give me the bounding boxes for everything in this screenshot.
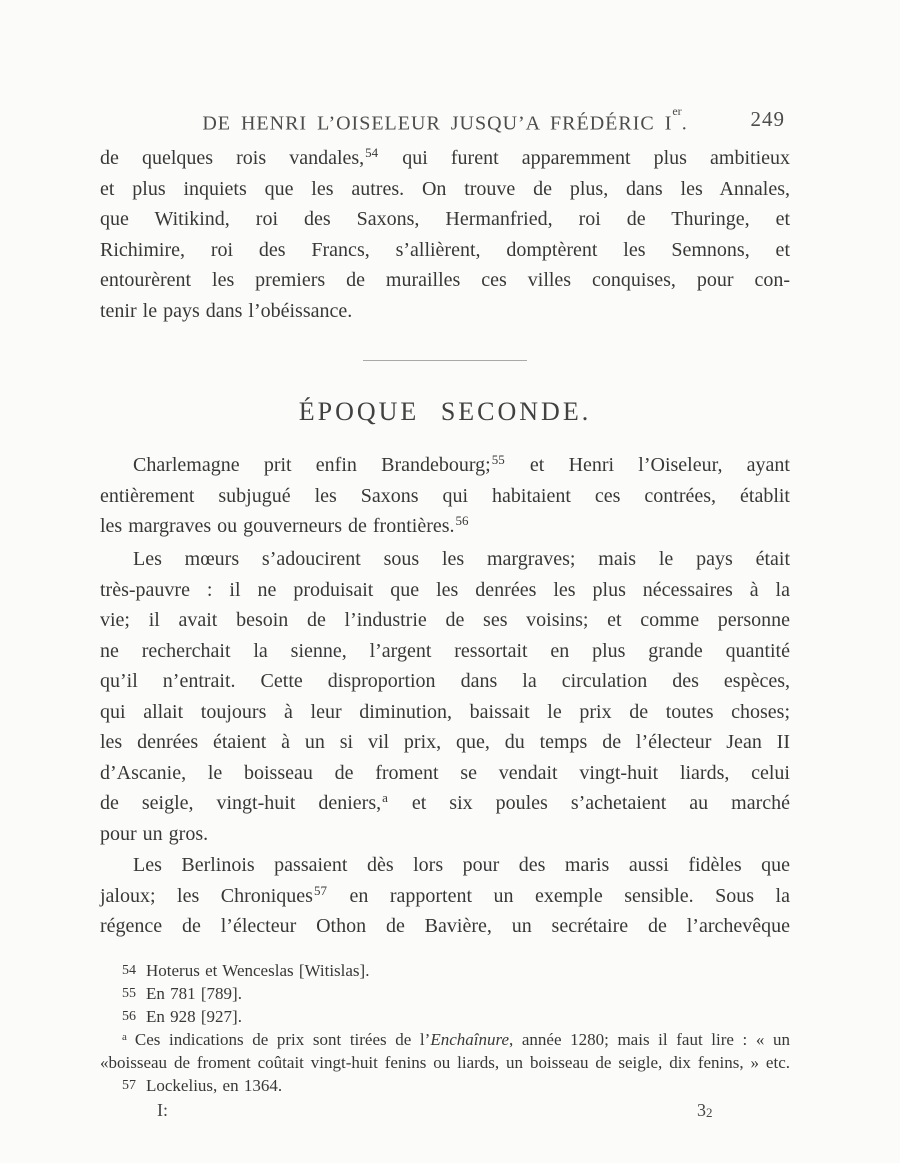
text-segment: Hoterus et Wenceslas [Witislas].: [146, 961, 370, 980]
paragraph: [100, 450, 790, 542]
body-line: [100, 911, 790, 942]
text-segment: de quelques rois vandales,: [100, 147, 365, 169]
body-line: [100, 450, 790, 481]
signature-right: [697, 1098, 713, 1124]
text-segment: ne recherchait la sienne, l’argent ressortait en plus grande quantité: [100, 639, 790, 662]
text-segment: et plus inquiets que les autres. On trouve de plus, dans les Annales,: [100, 177, 790, 200]
text-segment: régence de l’électeur Othon de Bavière, un secrétaire de l’archevêque: [100, 915, 790, 937]
italic-text-segment: Enchaînure: [430, 1030, 509, 1049]
footnote-ref-superscript: 54: [365, 145, 379, 160]
footnote-line: [100, 1005, 790, 1028]
body-line: [100, 850, 790, 881]
text-segment: Richimire, roi des Francs, s’allièrent, domptèrent les Semnons, et: [100, 238, 790, 261]
footnotes-block: [100, 959, 790, 1097]
body-line: [100, 296, 790, 327]
footnote-line: [100, 1028, 790, 1051]
text-segment: pour un gros.: [100, 822, 209, 845]
text-segment: Ces indications de prix sont tirées de l’: [134, 1030, 431, 1049]
text-segment: qu’il n’entrait. Cette disproportion dans la circulation des espèces,: [100, 670, 790, 692]
page-number: 249: [750, 107, 785, 131]
signature-left: I:: [157, 1100, 168, 1120]
text-segment: d’Ascanie, le boisseau de froment se vendait vingt-huit liards, celui: [100, 761, 790, 784]
footnote-ref-superscript: 56: [455, 513, 469, 528]
text-segment: les margraves ou gouverneurs de frontières.: [100, 515, 455, 537]
body-line: [100, 575, 790, 606]
text-segment: entièrement subjugué les Saxons qui habitaient ces contrées, établit: [100, 484, 790, 507]
body-line: [100, 544, 790, 575]
footnote-line: [100, 959, 790, 982]
text-segment: Les Berlinois passaient dès lors pour des maris aussi fidèles que: [133, 854, 790, 876]
paragraph: [100, 544, 790, 849]
body-line: [100, 788, 790, 819]
body-line: [100, 204, 790, 235]
running-title-period: .: [681, 112, 688, 135]
paragraph: [100, 850, 790, 942]
running-title-superscript: er: [672, 104, 682, 118]
body-line: [100, 265, 790, 296]
paragraph: [100, 143, 790, 326]
text-segment: vie; il avait besoin de l’industrie de ses voisins; et comme personne: [100, 609, 790, 631]
body-line: [100, 511, 790, 542]
body-line: [100, 174, 790, 205]
footnote-line: [100, 1051, 790, 1074]
section-heading: ÉPOQUE SECONDE.: [298, 397, 592, 426]
page-header: [100, 104, 790, 134]
text-segment: qui furent apparemment plus ambitieux: [379, 147, 791, 169]
text-segment: et Henri l’Oiseleur, ayant: [505, 454, 790, 476]
footnote-ref-superscript: a: [382, 790, 388, 805]
body-line: [100, 143, 790, 174]
body-line: [100, 235, 790, 266]
text-segment: Lockelius, en 1364.: [146, 1076, 283, 1095]
text-segment: et six poules s’achetaient au marché: [388, 792, 791, 814]
text-segment: jaloux; les Chroniques: [100, 884, 313, 907]
footnote-line: [100, 982, 790, 1005]
footnote-marker: 57: [122, 1078, 136, 1093]
body-line: [100, 666, 790, 697]
text-segment: que Witikind, roi des Saxons, Hermanfried, roi de Thuringe, et: [100, 208, 790, 230]
body-line: [100, 697, 790, 728]
body-line: [100, 758, 790, 789]
text-segment: tenir le pays dans l’obéissance.: [100, 299, 353, 322]
footnote-line: [100, 1074, 790, 1097]
text-segment: , année 1280; mais il faut lire : « un: [509, 1030, 790, 1049]
footnote-marker: a: [122, 1031, 127, 1043]
body-line: [100, 636, 790, 667]
body-line: [100, 819, 790, 850]
body-line: [100, 881, 790, 912]
running-title-text: DE HENRI L’OISELEUR JUSQU’A FRÉDÉRIC I: [202, 112, 673, 135]
section-divider: [363, 360, 527, 361]
footnote-marker: 54: [122, 963, 136, 978]
signature-right-main: 3: [697, 1100, 706, 1120]
text-segment: entourèrent les premiers de murailles ces villes conquises, pour con-: [100, 269, 790, 291]
footnote-marker: 55: [122, 986, 136, 1001]
text-segment: les denrées étaient à un si vil prix, que, du temps de l’électeur Jean II: [100, 731, 790, 753]
body-line: [100, 727, 790, 758]
text-segment: Les mœurs s’adoucirent sous les margraves; mais le pays était: [133, 548, 790, 570]
running-title: [100, 104, 790, 138]
text-segment: En 781 [789].: [146, 984, 242, 1003]
body-line: [100, 605, 790, 636]
footnote-marker: 56: [122, 1009, 136, 1024]
footnote-ref-superscript: 55: [491, 452, 505, 467]
signature-right-sub: 2: [706, 1105, 713, 1120]
body-line: [100, 481, 790, 512]
text-segment: Charlemagne prit enfin Brandebourg;: [133, 454, 491, 476]
text-segment: «boisseau de froment coûtait vingt-huit fenins ou liards, un boisseau de seigle, dix fenins, » etc.: [100, 1053, 790, 1072]
text-segment: en rapportent un exemple sensible. Sous la: [327, 884, 790, 907]
footnote-ref-superscript: 57: [313, 882, 327, 898]
text-segment: très-pauvre : il ne produisait que les denrées les plus nécessaires à la: [100, 578, 790, 601]
text-segment: de seigle, vingt-huit deniers,: [100, 792, 382, 814]
text-segment: En 928 [927].: [146, 1007, 242, 1026]
text-segment: qui allait toujours à leur diminution, baissait le prix de toutes choses;: [100, 700, 790, 723]
